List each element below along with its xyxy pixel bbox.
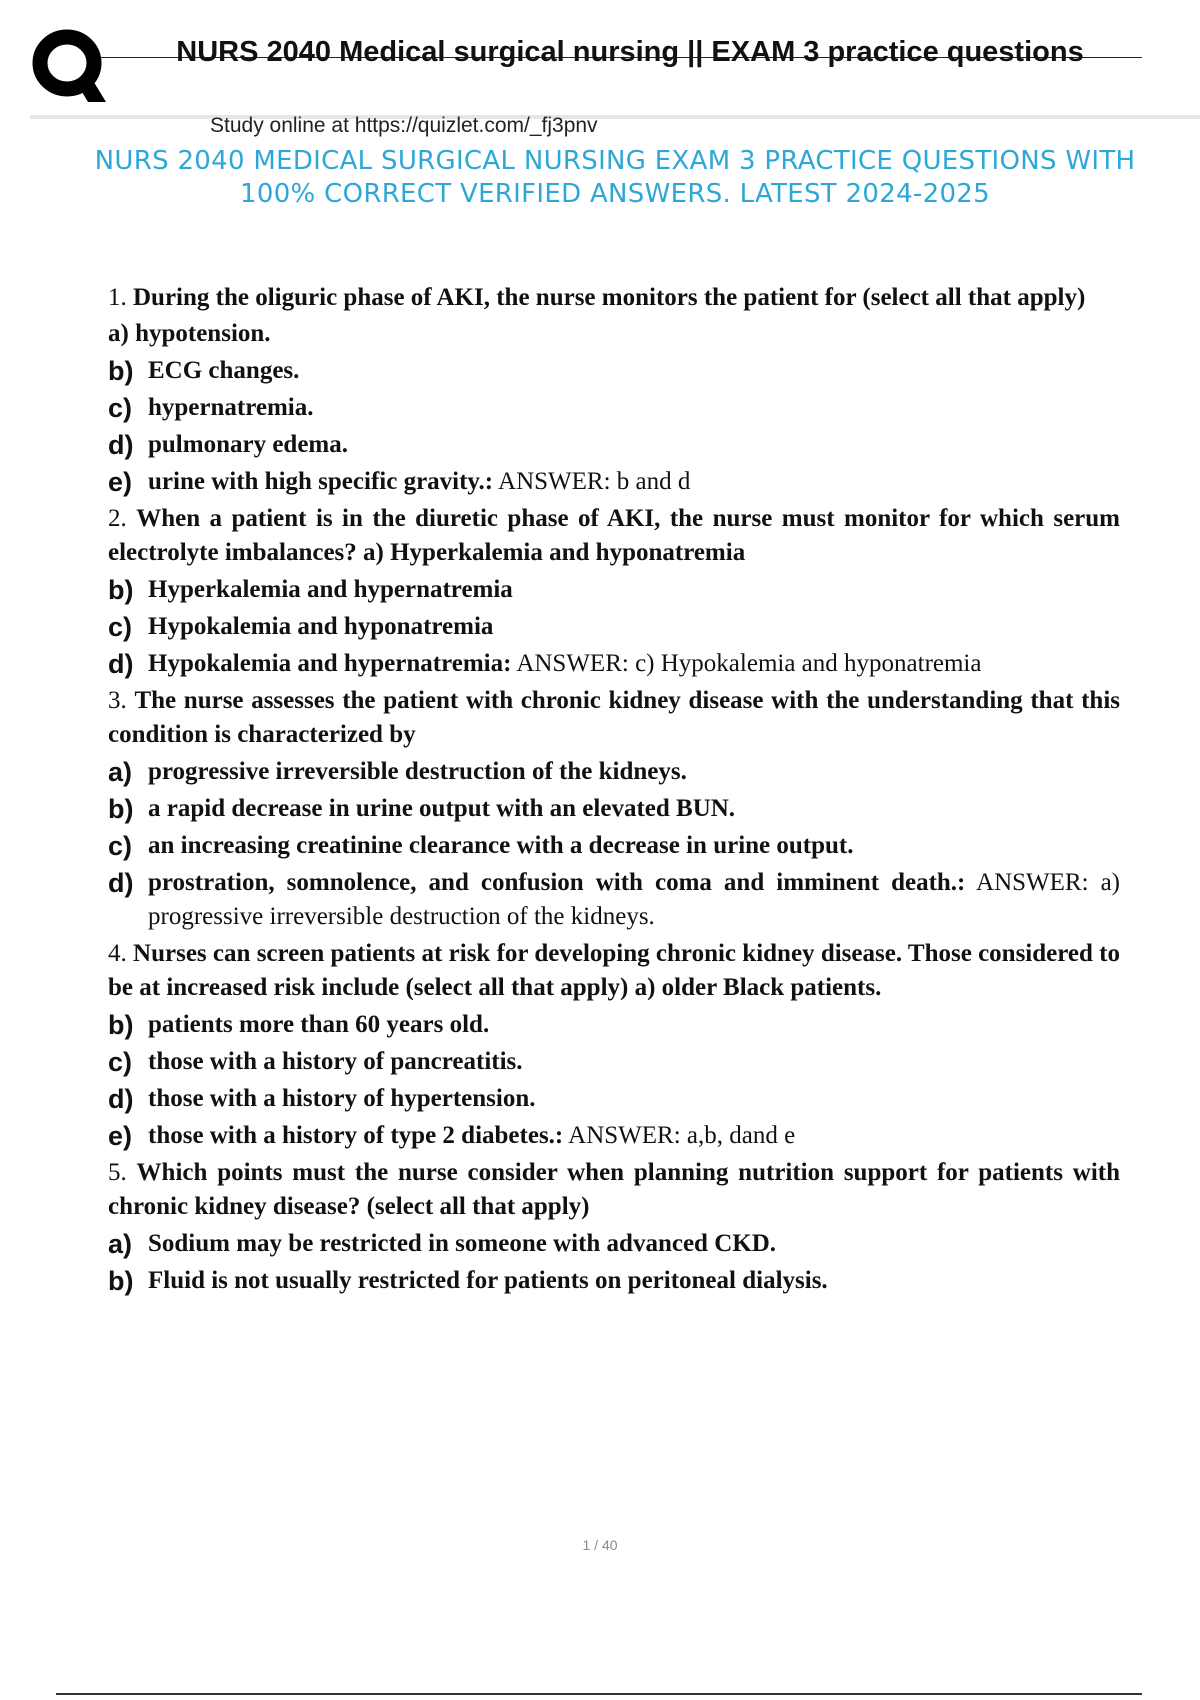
option-text: urine with high specific gravity.: bbox=[148, 468, 494, 495]
option-label: b) bbox=[108, 794, 134, 824]
option-3b bbox=[108, 792, 1120, 826]
option-label: d) bbox=[108, 430, 134, 460]
option-label: c) bbox=[108, 612, 133, 642]
question-4 bbox=[108, 937, 1120, 1005]
option-5b bbox=[108, 1264, 1120, 1298]
option-label: a) bbox=[108, 1229, 133, 1259]
answer-text: ANSWER: c) Hypokalemia and hyponatremia bbox=[516, 650, 982, 677]
option-2d bbox=[108, 647, 1120, 681]
option-label: c) bbox=[108, 393, 133, 423]
option-1c bbox=[108, 391, 1120, 425]
option-1b bbox=[108, 354, 1120, 388]
option-label: d) bbox=[108, 868, 134, 898]
option-text: progressive irreversible destruction of the kidneys. bbox=[148, 758, 687, 785]
option-label: a) bbox=[108, 757, 133, 787]
option-label: e) bbox=[108, 467, 133, 497]
option-4e bbox=[108, 1119, 1120, 1153]
question-stem: When a patient is in the diuretic phase of AKI, the nurse must monitor for which serum electrolyte imbalances? a) Hyperkalemia and hyponatremia bbox=[108, 505, 1120, 566]
option-text: Sodium may be restricted in someone with advanced CKD. bbox=[148, 1230, 777, 1257]
option-text: patients more than 60 years old. bbox=[148, 1011, 490, 1038]
answer-text: ANSWER: b and d bbox=[498, 468, 691, 495]
option-4c bbox=[108, 1045, 1120, 1079]
question-number: 3. bbox=[108, 687, 127, 714]
footer-rule bbox=[56, 1693, 1142, 1695]
questions-list bbox=[108, 281, 1120, 1301]
option-text: those with a history of type 2 diabetes.: bbox=[148, 1122, 564, 1149]
question-stem: During the oliguric phase of AKI, the nurse monitors the patient for (select all that apply) bbox=[133, 284, 1086, 311]
question-2 bbox=[108, 502, 1120, 570]
option-text: those with a history of hypertension. bbox=[148, 1085, 536, 1112]
option-text: Hyperkalemia and hypernatremia bbox=[148, 576, 513, 603]
question-5 bbox=[108, 1156, 1120, 1224]
answer-text: ANSWER: a,b, dand e bbox=[568, 1122, 796, 1149]
option-label: d) bbox=[108, 649, 134, 679]
option-text: ECG changes. bbox=[148, 357, 300, 384]
document-title: NURS 2040 Medical surgical nursing || EXAM 3 practice questions bbox=[176, 36, 1084, 68]
option-text: an increasing creatinine clearance with a decrease in urine output. bbox=[148, 832, 854, 859]
option-text: those with a history of pancreatitis. bbox=[148, 1048, 523, 1075]
question-number: 1. bbox=[108, 284, 127, 311]
option-1a bbox=[108, 317, 1120, 351]
option-1d bbox=[108, 428, 1120, 462]
option-2c bbox=[108, 610, 1120, 644]
quizlet-logo-icon bbox=[30, 22, 110, 110]
question-stem: Nurses can screen patients at risk for developing chronic kidney disease. Those considered to be at increased risk include (select all that apply) a) older Black patients. bbox=[108, 940, 1121, 1001]
option-label: a) bbox=[108, 320, 129, 347]
option-3c bbox=[108, 829, 1120, 863]
document-banner: NURS 2040 MEDICAL SURGICAL NURSING EXAM 3 PRACTICE QUESTIONS WITH 100% CORRECT VERIFIED ANSWERS. LATEST 2024-2025 bbox=[94, 146, 1136, 209]
option-text: a rapid decrease in urine output with an elevated BUN. bbox=[148, 795, 736, 822]
option-1e bbox=[108, 465, 1120, 499]
question-1 bbox=[108, 281, 1120, 315]
question-number: 4. bbox=[108, 940, 127, 967]
option-text: hypotension. bbox=[135, 320, 271, 347]
option-2b bbox=[108, 573, 1120, 607]
option-label: d) bbox=[108, 1084, 134, 1114]
option-4d bbox=[108, 1082, 1120, 1116]
option-label: c) bbox=[108, 831, 133, 861]
study-online-link[interactable]: Study online at https://quizlet.com/_fj3pnv bbox=[210, 114, 598, 137]
option-3d bbox=[108, 866, 1120, 934]
question-3 bbox=[108, 684, 1120, 752]
option-label: b) bbox=[108, 575, 134, 605]
header-divider bbox=[30, 115, 1200, 119]
option-text: Hypokalemia and hypernatremia: bbox=[148, 650, 512, 677]
option-5a bbox=[108, 1227, 1120, 1261]
option-label: b) bbox=[108, 1010, 134, 1040]
question-number: 2. bbox=[108, 505, 127, 532]
option-text: Fluid is not usually restricted for patients on peritoneal dialysis. bbox=[148, 1267, 828, 1294]
answer-text: ANSWER: a) progressive irreversible destruction of the kidneys. bbox=[148, 869, 1121, 930]
option-label: c) bbox=[108, 1047, 133, 1077]
option-label: e) bbox=[108, 1121, 133, 1151]
option-4b bbox=[108, 1008, 1120, 1042]
option-text: Hypokalemia and hyponatremia bbox=[148, 613, 494, 640]
page-number: 1 / 40 bbox=[582, 1537, 618, 1553]
question-stem: The nurse assesses the patient with chronic kidney disease with the understanding that this condition is characterized by bbox=[108, 687, 1120, 748]
option-text: prostration, somnolence, and confusion with coma and imminent death.: bbox=[148, 869, 966, 896]
option-label: b) bbox=[108, 1266, 134, 1296]
option-text: pulmonary edema. bbox=[148, 431, 348, 458]
option-text: hypernatremia. bbox=[148, 394, 314, 421]
option-label: b) bbox=[108, 356, 134, 386]
option-3a bbox=[108, 755, 1120, 789]
question-stem: Which points must the nurse consider when planning nutrition support for patients with chronic kidney disease? (select all that apply) bbox=[108, 1159, 1120, 1220]
question-number: 5. bbox=[108, 1159, 127, 1186]
